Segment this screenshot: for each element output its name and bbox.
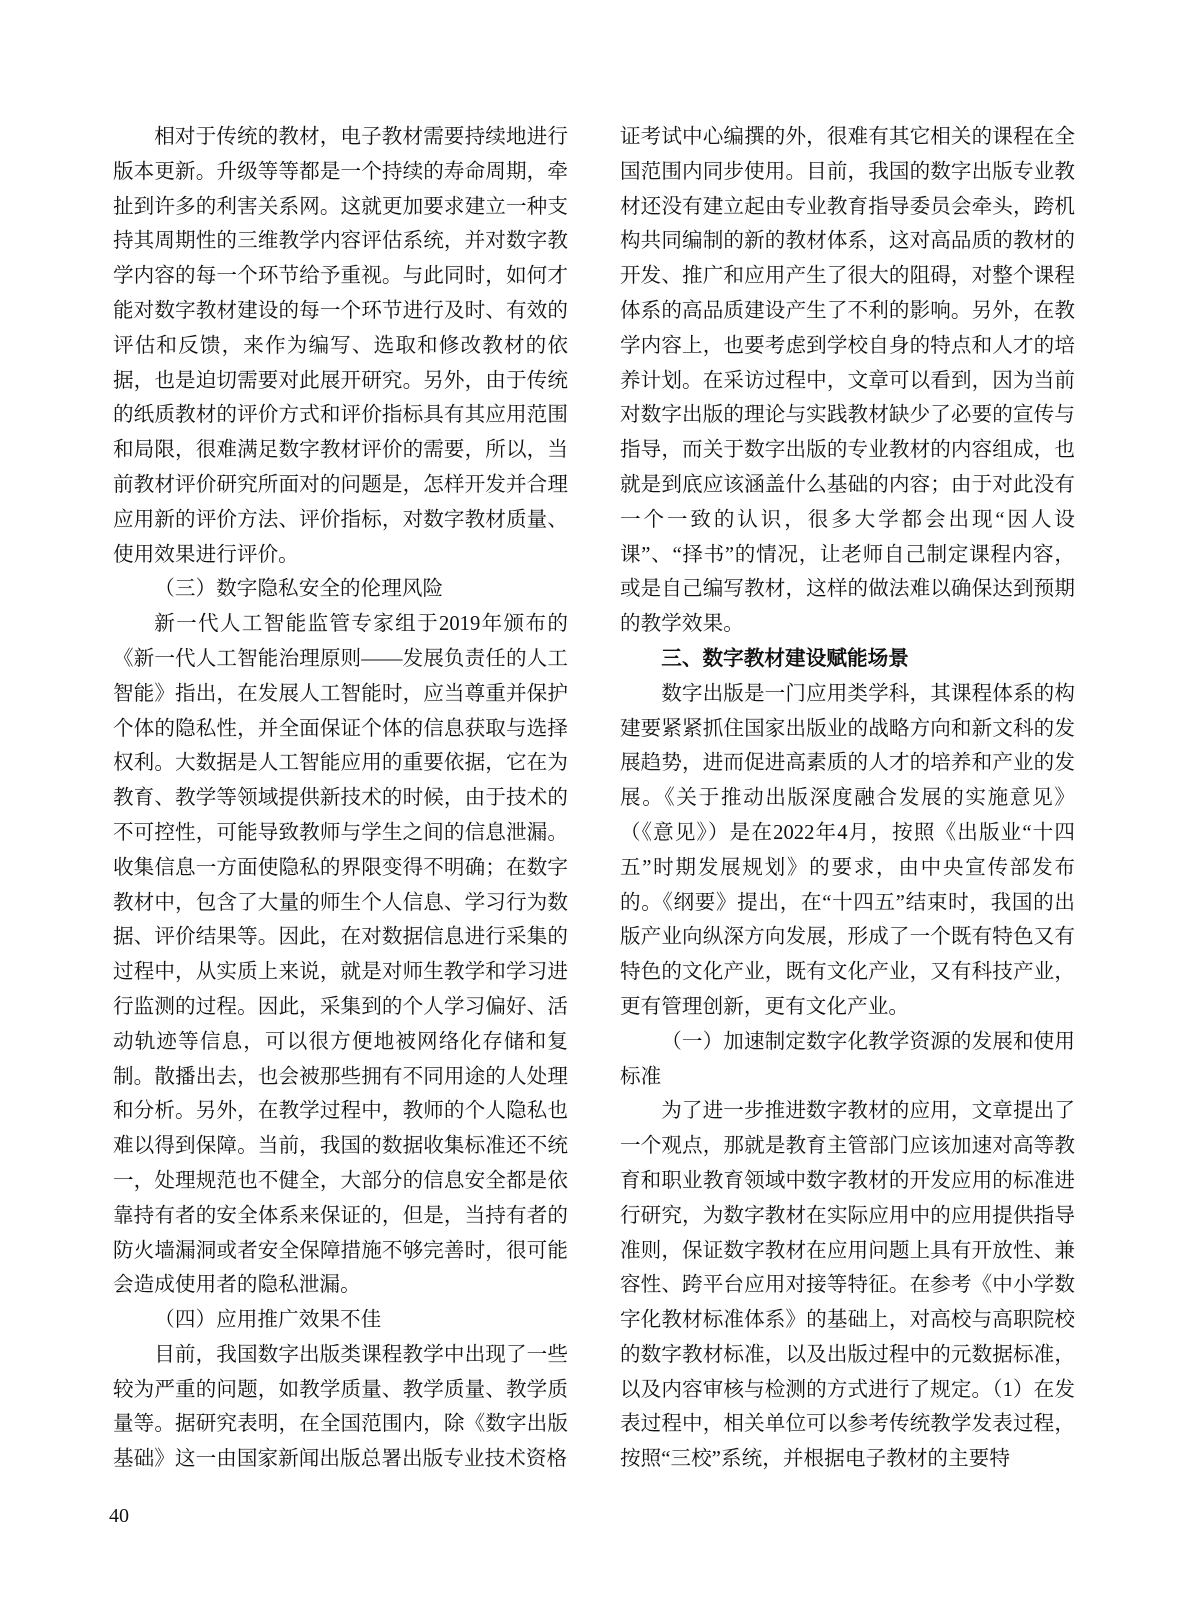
body-paragraph-continuation: 证考试中心编撰的外，很难有其它相关的课程在全国范围内同步使用。目前，我国的数字出版专业教材还没有建立起由专业教育指导委员会牵头，跨机构共同编制的新的教材体系，这对高品质的教材的开发、推广和应用产生了很大的阻碍，对整个课程体系的高品质建设产生了不利的影响。另外，在教学内容上，也要考虑到学校自身的特点和人才的培养计划。在采访过程中，文章可以看到，因为当前对数字出版的理论与实践教材缺少了必要的宣传与指导，而关于数字出版的专业教材的内容组成，也就是到底应该涵盖什么基础的内容；由于对此没有一个一致的认识，很多大学都会出现“因人设课”、“择书”的情况，让老师自己制定课程内容，或是自己编写教材，这样的做法难以确保达到预期的教学效果。: [620, 126, 1075, 636]
subsection-heading: （一）加速制定数字化教学资源的发展和使用标准: [620, 1030, 1075, 1088]
page-number: 40: [109, 1505, 129, 1527]
subsection-heading: （三）数字隐私安全的伦理风险: [154, 578, 444, 601]
body-paragraph: 目前，我国数字出版类课程教学中出现了一些较为严重的问题，如教学质量、教学质量、教学质量等。据研究表明，在全国范围内，除《数字出版基础》这一由国家新闻出版总署出版专业技术资格: [113, 1343, 568, 1471]
body-paragraph: 新一代人工智能监管专家组于2019年颁布的《新一代人工智能治理原则——发展负责任的人工智能》指出，在发展人工智能时，应当尊重并保护个体的隐私性，并全面保证个体的信息获取与选择权利。大数据是人工智能应用的重要依据，它在为教育、教学等领域提供新技术的时候，由于技术的不可控性，可能导致教师与学生之间的信息泄漏。收集信息一方面使隐私的界限变得不明确；在数字教材中，包含了大量的师生个人信息、学习行为数据、评价结果等。因此，在对数据信息进行采集的过程中，从实质上来说，就是对师生教学和学习进行监测的过程。因此，采集到的个人学习偏好、活动轨迹等信息，可以很方便地被网络化存储和复制。散播出去，也会被那些拥有不同用途的人处理和分析。另外，在教学过程中，教师的个人隐私也难以得到保障。当前，我国的数据收集标准还不统一，处理规范也不健全，大部分的信息安全都是依靠持有者的安全体系来保证的，但是，当持有者的防火墙漏洞或者安全保障措施不够完善时，很可能会造成使用者的隐私泄漏。: [113, 613, 568, 1297]
body-paragraph: 相对于传统的教材，电子教材需要持续地进行版本更新。升级等等都是一个持续的寿命周期，牵扯到许多的利害关系网。这就更加要求建立一种支持其周期性的三维教学内容评估系统，并对数字教学内容的每一个环节给予重视。与此同时，如何才能对数字教材建设的每一个环节进行及时、有效的评估和反馈，来作为编写、选取和修改教材的依据，也是迫切需要对此展开研究。另外，由于传统的纸质教材的评价方式和评价指标具有其应用范围和局限，很难满足数字教材评价的需要，所以，当前教材评价研究所面对的问题是，怎样开发并合理应用新的评价方法、评价指标，对数字教材质量、使用效果进行评价。: [113, 126, 568, 566]
right-column: [620, 120, 1075, 1477]
body-paragraph: 为了进一步推进数字教材的应用，文章提出了一个观点，那就是教育主管部门应该加速对高等教育和职业教育领域中数字教材的开发应用的标准进行研究，为数字教材在实际应用中的应用提供指导准则，保证数字教材在应用问题上具有开放性、兼容性、跨平台应用对接等特征。在参考《中小学数字化教材标准体系》的基础上，对高校与高职院校的数字教材标准，以及出版过程中的元数据标准，以及内容审核与检测的方式进行了规定。（1）在发表过程中，相关单位可以参考传统教学发表过程，按照“三校”系统，并根据电子教材的主要特: [620, 1100, 1075, 1471]
page-body: [113, 120, 1075, 1477]
subsection-heading: （四）应用推广效果不佳: [154, 1309, 382, 1332]
left-column: [113, 120, 568, 1477]
section-heading: 三、数字教材建设赋能场景: [661, 646, 909, 670]
body-paragraph: 数字出版是一门应用类学科，其课程体系的构建要紧紧抓住国家出版业的战略方向和新文科的发展趋势，进而促进高素质的人才的培养和产业的发展。《关于推动出版深度融合发展的实施意见》（《意见》）是在2022年4月，按照《出版业“十四五”时期发展规划》的要求，由中央宣传部发布的。《纲要》提出，在“十四五”结束时，我国的出版产业向纵深方向发展，形成了一个既有特色又有特色的文化产业，既有文化产业，又有科技产业，更有管理创新，更有文化产业。: [620, 682, 1075, 1018]
